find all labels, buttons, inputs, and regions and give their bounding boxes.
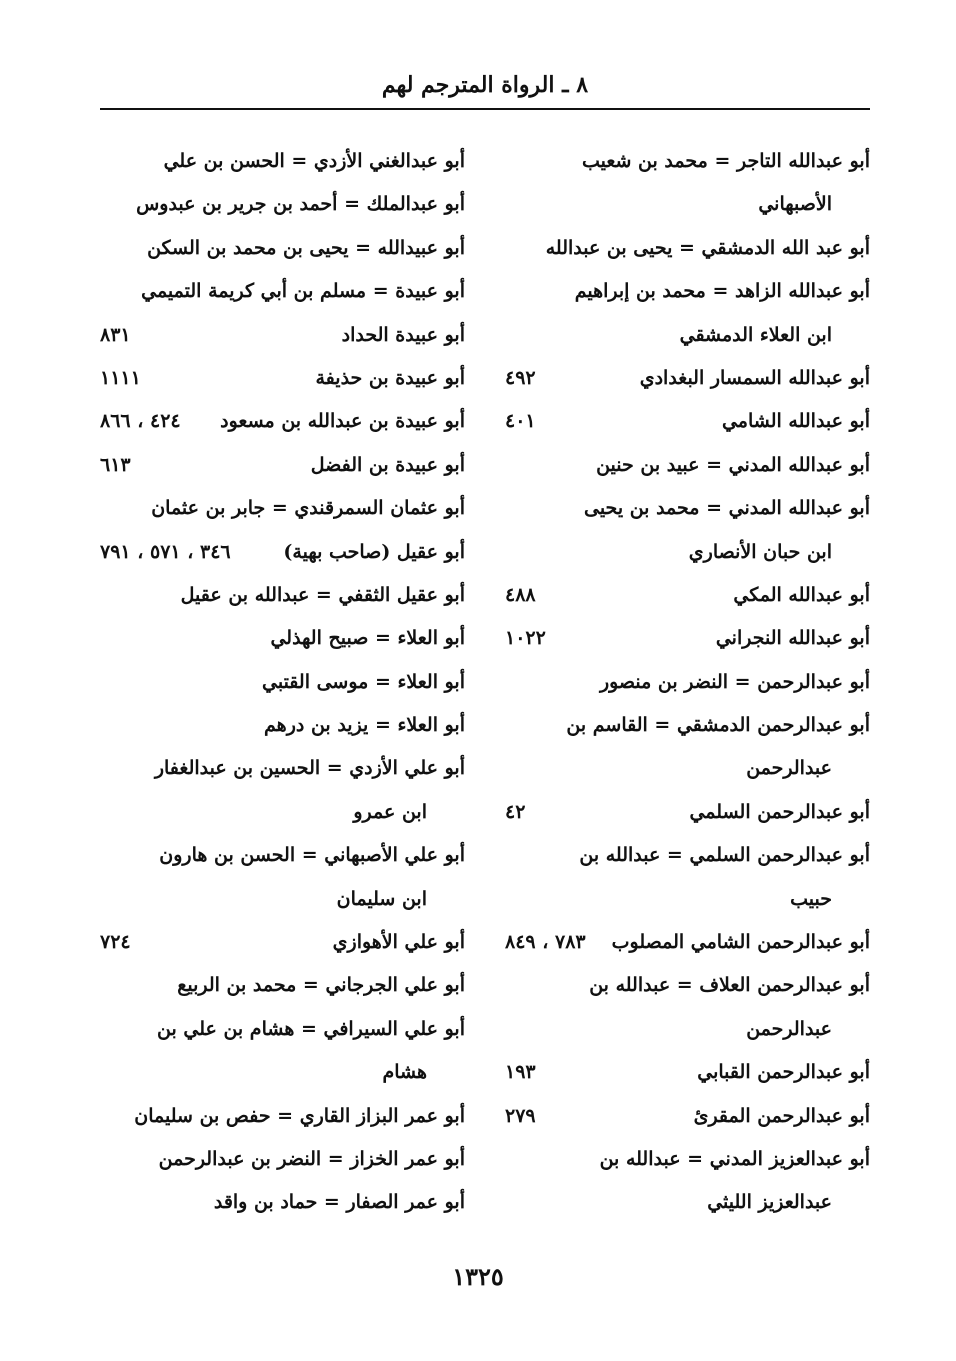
index-entry [505,747,870,790]
index-entry [100,1095,465,1138]
entry-name: أبو عمر الخزاز = النضر بن عبدالرحمن [158,1147,465,1170]
index-column-right [505,140,870,1225]
index-entry [100,357,465,400]
index-entry [100,878,465,921]
entry-name: أبو علي الأهوازي [332,931,465,954]
entry-name: أبو عبدالرحمن السلمي [689,800,870,823]
entry-name: ابن حبان الأنصاري [688,540,832,563]
index-column-left [100,140,465,1225]
entry-page-refs: ٢٧٩ [505,1104,536,1127]
entry-page-refs: ٤٠١ [505,410,536,433]
entry-name: أبو عبيدة بن الفضل [310,453,465,476]
index-entry [100,747,465,790]
entry-page-refs: ١١١١ [100,366,141,389]
entry-name: أبو عبدالرحمن السلمي = عبدالله بن [579,844,870,867]
index-entry [505,617,870,660]
index-entry [505,531,870,574]
entry-name: أبو عبدالعزيز المدني = عبدالله بن [599,1147,870,1170]
entry-name: ابن العلاء الدمشقي [679,323,832,346]
index-entry [505,400,870,443]
index-entry [505,1138,870,1181]
entry-page-refs: ٤٨٨ [505,583,536,606]
entry-name: ابن سليمان [336,887,427,910]
entry-name: أبو عبدالله الزاهد = محمد بن إبراهيم [574,280,870,303]
entry-name: أبو عبدالله المكي [733,583,870,606]
entry-name: أبو عبد الله الدمشقي = يحيى بن عبدالله [545,236,870,259]
entry-name: أبو عبدالله المدني = محمد بن يحيى [583,497,870,520]
index-entry [100,487,465,530]
entry-name: أبو العلاء = يزيد بن درهم [264,714,465,737]
entry-name: أبو عبدالرحمن الدمشقي = القاسم بن [566,714,870,737]
index-entry [505,878,870,921]
entry-page-refs: ٤٢ [505,800,526,823]
entry-name: هشام [382,1061,427,1084]
entry-page-refs: ٤٢٤ ، ٨٦٦ [100,410,181,433]
entry-name: أبو علي الجرجاني = محمد بن الربيع [177,974,465,997]
index-entry [505,1095,870,1138]
index-entry [100,834,465,877]
entry-name: أبو عبيدة بن حذيفة [315,366,465,389]
page-number: ١٣٢٥ [452,1262,504,1291]
index-entry [100,1181,465,1224]
entry-name: ابن عمرو [353,800,427,823]
index-entry [505,791,870,834]
index-entry [100,921,465,964]
index-entry [505,574,870,617]
index-entry [100,444,465,487]
section-title: ٨ ـ الرواة المترجم لهم [381,72,589,98]
index-entry [505,1008,870,1051]
entry-name: أبو العلاء = صبيح الهذلي [270,627,465,650]
entry-name: عبدالعزيز الليثي [707,1191,832,1214]
entry-name: أبو عبدالله الشامي [721,410,870,433]
index-entry [505,834,870,877]
entry-page-refs: ٧٢٤ [100,931,131,954]
index-entry [100,964,465,1007]
index-entry [100,791,465,834]
entry-name: أبو عبدالملك = أحمد بن جرير بن عبدوس [136,193,465,216]
index-entry [505,487,870,530]
entry-name: أبو عبدالغني الأزدي = الحسن بن علي [163,150,465,172]
entry-name: أبو علي الأصبهاني = الحسن بن هارون [159,844,465,867]
entry-name: أبو عبدالرحمن الشامي المصلوب [611,931,870,954]
index-entry [505,227,870,270]
entry-name: أبو عمر الصفار = حماد بن واقد [213,1191,465,1214]
entry-name: أبو عبيدة = مسلم بن أبي كريمة التميمي [141,280,465,303]
entry-page-refs: ٣٤٦ ، ٥٧١ ، ٧٩١ [100,540,231,563]
index-entry [505,444,870,487]
index-entry [100,574,465,617]
entry-name: أبو العلاء = موسى القتبي [262,670,465,693]
entry-name: أبو عبيدة الحداد [341,323,465,346]
index-entry [505,661,870,704]
index-entry [100,704,465,747]
index-entry [100,183,465,226]
index-entry [100,1051,465,1094]
index-entry [505,964,870,1007]
index-entry [100,270,465,313]
index-entry [505,314,870,357]
index-entry [505,1051,870,1094]
index-entry [505,1181,870,1224]
entry-name: أبو عقيل (صاحب بهية) [283,540,465,563]
entry-name: الأصبهاني [758,193,832,216]
entry-page-refs: ٧٨٣ ، ٨٤٩ [505,931,586,954]
entry-name: أبو عمر البزاز القاري = حفص بن سليمان [134,1104,465,1127]
entry-name: أبو علي الأزدي = الحسين بن عبدالغفار [154,757,465,780]
entry-name: أبو عبيدالله = يحيى بن محمد بن السكن [147,236,465,259]
index-entry [100,227,465,270]
entry-page-refs: ٤٩٢ [505,366,536,389]
entry-name: أبو عبدالله المدني = عبيد بن حنين [596,453,870,476]
entry-name: حبيب [790,887,832,910]
index-entry [100,140,465,183]
index-entry [505,921,870,964]
entry-name: أبو عقيل الثقفي = عبدالله بن عقيل [180,583,465,606]
index-entry [100,531,465,574]
entry-name: أبو عبدالله السمسار البغدادي [639,366,870,389]
entry-page-refs: ١٩٣ [505,1061,536,1084]
entry-name: أبو عبدالرحمن المقرئ [693,1104,870,1127]
entry-name: عبدالرحمن [746,757,832,780]
index-entry [505,183,870,226]
entry-name: أبو علي السيرافي = هشام بن علي بن [157,1017,465,1040]
entry-name: أبو عبدالرحمن القبابي [697,1061,870,1084]
index-entry [505,704,870,747]
index-entry [505,270,870,313]
entry-name: أبو عبدالرحمن العلاف = عبدالله بن [589,974,870,997]
entry-name: أبو عبدالله النجراني [715,627,870,650]
entry-page-refs: ٦١٣ [100,453,131,476]
entry-name: عبدالرحمن [746,1017,832,1040]
index-entry [100,617,465,660]
entry-page-refs: ٨٣١ [100,323,131,346]
entry-name: أبو عبدالرحمن = النضر بن منصور [599,670,870,693]
entry-name: أبو عبيدة بن عبدالله بن مسعود [220,410,465,433]
index-entry [505,357,870,400]
index-entry [100,400,465,443]
index-entry [100,661,465,704]
index-entry [100,314,465,357]
index-entry [100,1008,465,1051]
index-entry [505,140,870,183]
index-entry [100,1138,465,1181]
entry-name: أبو عثمان السمرقندي = جابر بن عثمان [151,497,465,520]
header-divider [100,108,870,110]
entry-page-refs: ١٠٢٢ [505,627,546,650]
entry-name: أبو عبدالله التاجر = محمد بن شعيب [581,150,870,172]
